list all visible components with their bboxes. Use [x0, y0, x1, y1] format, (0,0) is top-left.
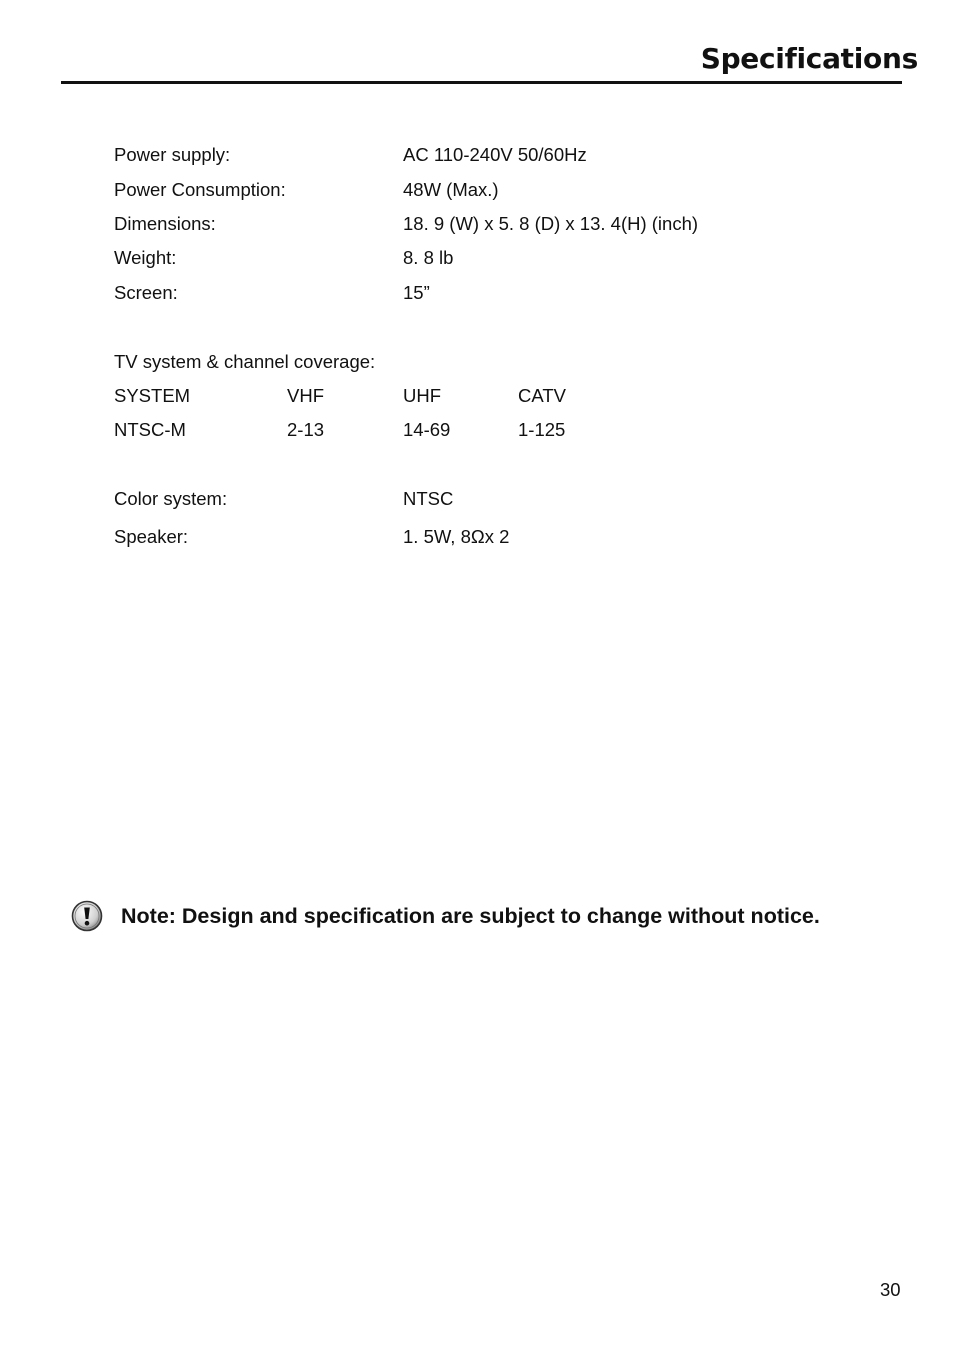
tv-system-cell-vhf: 2-13 [287, 419, 325, 440]
spec-value-weight: 8. 8 lb [403, 247, 454, 268]
tv-system-cell-catv: 1-125 [518, 419, 566, 440]
tv-system-header-uhf: UHF [403, 385, 442, 406]
spec-label-speaker: Speaker: [114, 526, 189, 547]
note-text: Note: Design and specification are subject to change without notice. [121, 904, 820, 928]
tv-system-heading: TV system & channel coverage: [114, 351, 376, 372]
title-rule [61, 81, 902, 84]
spec-label-power-supply: Power supply: [114, 144, 231, 165]
spec-value-screen: 15” [403, 282, 430, 303]
spec-value-speaker: 1. 5W, 8Ωx 2 [403, 526, 510, 547]
tv-system-header-catv: CATV [518, 385, 566, 406]
page-number: 30 [880, 1279, 901, 1300]
spec-value-power-supply: AC 110-240V 50/60Hz [403, 144, 587, 165]
tv-system-cell-uhf: 14-69 [403, 419, 451, 440]
tv-system-header-system: SYSTEM [114, 385, 191, 406]
tv-system-header-vhf: VHF [287, 385, 324, 406]
spec-value-power-consumption: 48W (Max.) [403, 179, 499, 200]
page-title: Specifications [700, 42, 918, 75]
spec-label-power-consumption: Power Consumption: [114, 179, 286, 200]
spec-label-dimensions: Dimensions: [114, 213, 216, 234]
spec-value-color-system: NTSC [403, 488, 454, 509]
spec-label-screen: Screen: [114, 282, 178, 303]
tv-system-cell-system: NTSC-M [114, 419, 186, 440]
exclamation-icon [71, 900, 103, 932]
spec-label-weight: Weight: [114, 247, 177, 268]
spec-label-color-system: Color system: [114, 488, 228, 509]
spec-value-dimensions: 18. 9 (W) x 5. 8 (D) x 13. 4(H) (inch) [403, 213, 699, 234]
